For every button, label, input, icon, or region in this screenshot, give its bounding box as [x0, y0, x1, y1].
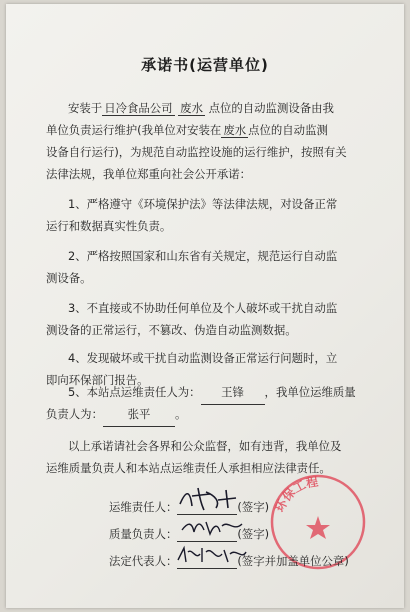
intro-line-3: 设备自行运行)，为规范自动监控设施的运行维护，按照有关	[46, 145, 347, 159]
item5-text: ，我单位运维质量	[264, 385, 356, 399]
svg-text:环保工程	[272, 474, 319, 514]
item5-text: 。	[174, 407, 187, 421]
quality-signature-note: (签字)	[237, 527, 270, 541]
closing-line-2: 运维质量负责人和本站点运维责任人承担相应法律责任。	[46, 461, 331, 475]
ops-signature-note: (签字)	[237, 500, 270, 514]
item5-text: 负责人为：	[46, 407, 103, 421]
quality-handwritten-signature	[180, 516, 246, 538]
pollutant-type: 废水	[223, 123, 247, 137]
intro-text: 安装于	[68, 101, 103, 115]
quality-signature-label: 质量负责人：	[109, 527, 178, 541]
commitment-item-1-cont: 运行和数据真实性负责。	[46, 219, 172, 233]
intro-text: 点位的自动监测设备由我	[208, 101, 334, 115]
company-name: 日冷食品公司	[104, 101, 173, 115]
quality-person-name: 张平	[103, 404, 175, 427]
intro-line-4: 法律法规，我单位郑重向社会公开承诺：	[46, 167, 252, 181]
intro-line-2	[46, 120, 376, 142]
intro-text: 单位负责运行维护(我单位对安装在	[46, 123, 222, 137]
ops-person-name: 王锋	[201, 382, 265, 405]
closing-line-1: 以上承诺请社会各界和公众监督，如有违背，我单位及	[68, 439, 342, 453]
commitment-item-3: 3、不直接或不协助任何单位及个人破坏或干扰自动监	[68, 301, 338, 315]
item5-text: 5、本站点运维责任人为：	[68, 385, 201, 399]
commitment-item-4: 4、发现破坏或干扰自动监测设备正常运行问题时，立	[68, 351, 338, 365]
commitment-item-3-cont: 测设备的正常运行，不篡改、伪造自动监测数据。	[46, 323, 297, 337]
pollutant-type: 废水	[180, 101, 203, 115]
intro-line-1	[68, 98, 398, 120]
ops-handwritten-signature	[176, 486, 246, 512]
commitment-item-2: 2、严格按照国家和山东省有关规定，规范运行自动监	[68, 249, 338, 263]
seal-text: 环保工程	[272, 474, 320, 515]
document-page	[6, 4, 404, 608]
page-title: 承诺书(运营单位)	[141, 56, 269, 74]
commitment-item-4-cont: 即向环保部门报告。	[46, 373, 149, 387]
commitment-item-5-cont	[46, 404, 376, 427]
legal-signature-label: 法定代表人：	[109, 554, 178, 568]
ops-signature-label: 运维责任人：	[109, 500, 178, 514]
commitment-item-2-cont: 测设备。	[46, 271, 92, 285]
commitment-item-5	[68, 382, 398, 405]
intro-text: 点位的自动监测	[248, 123, 328, 137]
legal-signature-note: (签字并加盖单位公章)	[237, 554, 349, 568]
commitment-item-1: 1、严格遵守《环境保护法》等法律法规，对设备正常	[68, 197, 338, 211]
legal-handwritten-signature	[176, 544, 248, 566]
